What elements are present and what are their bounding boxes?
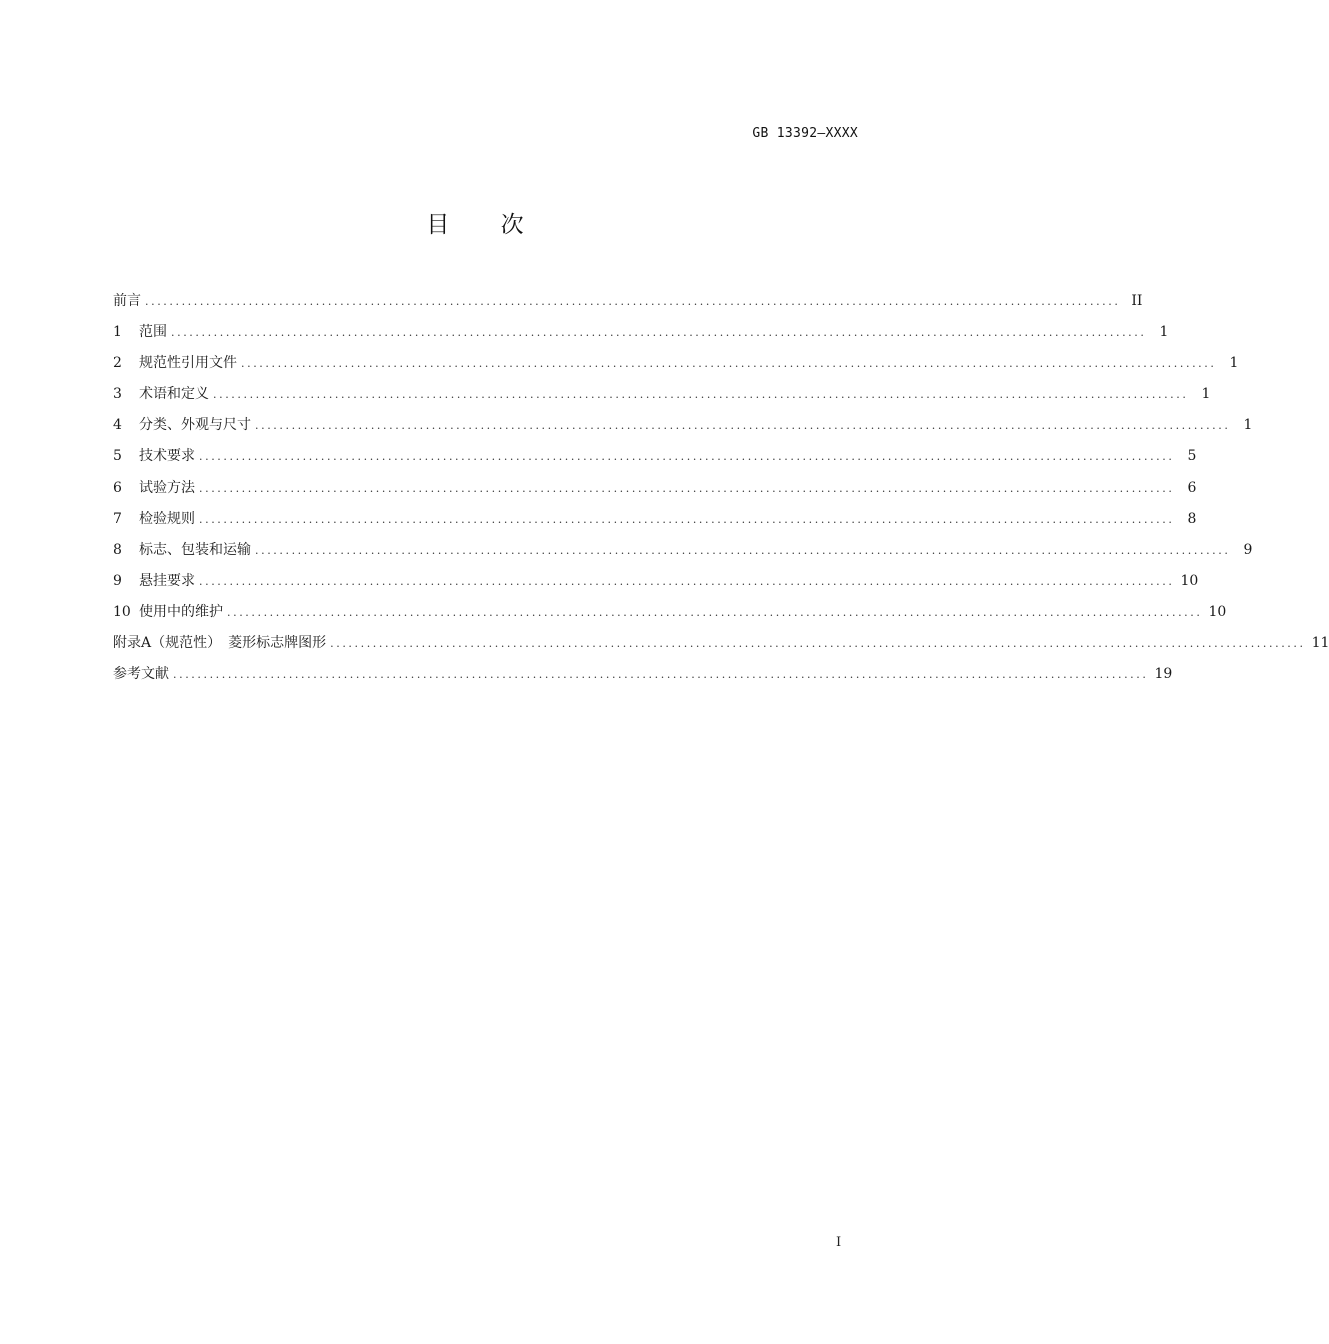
toc-entry-title: 分类、外观与尺寸	[139, 417, 251, 434]
toc-entry-number: 9	[113, 572, 122, 589]
toc-dot-leader: ................................................................................................................................................................	[171, 326, 1147, 340]
page-number: I	[836, 1235, 842, 1250]
toc-dot-leader: ................................................................................................................................................................	[255, 419, 1231, 433]
document-code: GB 13392—XXXX	[752, 126, 858, 141]
toc-entry-page: 1	[1243, 417, 1253, 434]
toc-entry-page: 9	[1243, 541, 1253, 558]
toc-entry-inspection-rules[interactable]	[113, 504, 1197, 535]
toc-dot-leader: ................................................................................................................................................................	[255, 543, 1231, 557]
toc-entry-bibliography[interactable]	[113, 659, 1173, 690]
toc-entry-classification[interactable]	[113, 410, 1253, 441]
toc-dot-leader: ................................................................................................................................................................	[227, 605, 1203, 619]
toc-entry-number: 10	[113, 603, 131, 620]
toc-entry-title: 使用中的维护	[139, 603, 223, 620]
toc-dot-leader: ................................................................................................................................................................	[199, 450, 1175, 464]
toc-entry-title: 附录A（规范性） 菱形标志牌图形	[113, 635, 327, 652]
toc-dot-leader: ................................................................................................................................................................	[173, 668, 1149, 682]
toc-entry-number: 2	[113, 355, 122, 372]
toc-entry-page: 10	[1180, 572, 1199, 589]
toc-dot-leader: ................................................................................................................................................................	[241, 357, 1217, 371]
toc-entry-page: 1	[1201, 386, 1211, 403]
toc-entry-title: 技术要求	[139, 448, 195, 465]
toc-entry-title: 前言	[113, 293, 141, 309]
toc-entry-scope[interactable]	[113, 317, 1169, 348]
toc-entry-number: 4	[113, 417, 122, 434]
toc-entry-title: 试验方法	[139, 479, 195, 496]
toc-entry-page: 8	[1187, 510, 1197, 527]
toc-entry-foreword[interactable]	[113, 286, 1143, 317]
toc-entry-page: II	[1131, 293, 1143, 309]
toc-dot-leader: ................................................................................................................................................................	[199, 512, 1175, 526]
toc-entry-number: 3	[113, 386, 122, 403]
toc-entry-number: 1	[113, 324, 122, 341]
toc-entry-technical-requirements[interactable]	[113, 441, 1197, 472]
toc-entry-title: 检验规则	[139, 510, 195, 527]
toc-entry-title: 参考文献	[113, 666, 169, 683]
toc-entry-hanging-requirements[interactable]	[113, 566, 1199, 597]
toc-entry-page: 6	[1187, 479, 1197, 496]
toc-entry-number: 8	[113, 541, 122, 558]
toc-dot-leader: ................................................................................................................................................................	[199, 481, 1175, 495]
toc-entry-terms-definitions[interactable]	[113, 379, 1211, 410]
toc-entry-title: 规范性引用文件	[139, 355, 237, 372]
toc-entry-page: 1	[1229, 355, 1239, 372]
toc-entry-maintenance[interactable]	[113, 597, 1227, 628]
toc-entry-page: 10	[1208, 603, 1227, 620]
toc-entry-number: 7	[113, 510, 122, 527]
toc-entry-title: 范围	[139, 324, 167, 341]
toc-entry-title: 术语和定义	[139, 386, 209, 403]
toc-dot-leader: ................................................................................................................................................................	[199, 574, 1175, 588]
toc-entry-number: 6	[113, 479, 122, 496]
toc-entry-number: 5	[113, 448, 122, 465]
toc-entry-test-methods[interactable]	[113, 473, 1197, 504]
toc-title: 目 次	[426, 212, 546, 238]
toc-entry-normative-references[interactable]	[113, 348, 1239, 379]
toc-dot-leader: ................................................................................................................................................................	[213, 388, 1189, 402]
toc-entry-page: 1	[1159, 324, 1169, 341]
toc-entry-annex-a[interactable]	[113, 628, 1329, 659]
toc-list	[113, 286, 1329, 690]
toc-entry-title: 标志、包装和运输	[139, 541, 251, 558]
toc-dot-leader: ................................................................................................................................................................	[145, 295, 1121, 308]
toc-entry-page: 5	[1187, 448, 1197, 465]
toc-entry-page: 11	[1311, 635, 1329, 652]
toc-dot-leader: ................................................................................................................................................................	[330, 637, 1306, 651]
toc-entry-marking-packaging[interactable]	[113, 535, 1253, 566]
toc-entry-title: 悬挂要求	[139, 572, 195, 589]
toc-entry-page: 19	[1154, 666, 1173, 683]
